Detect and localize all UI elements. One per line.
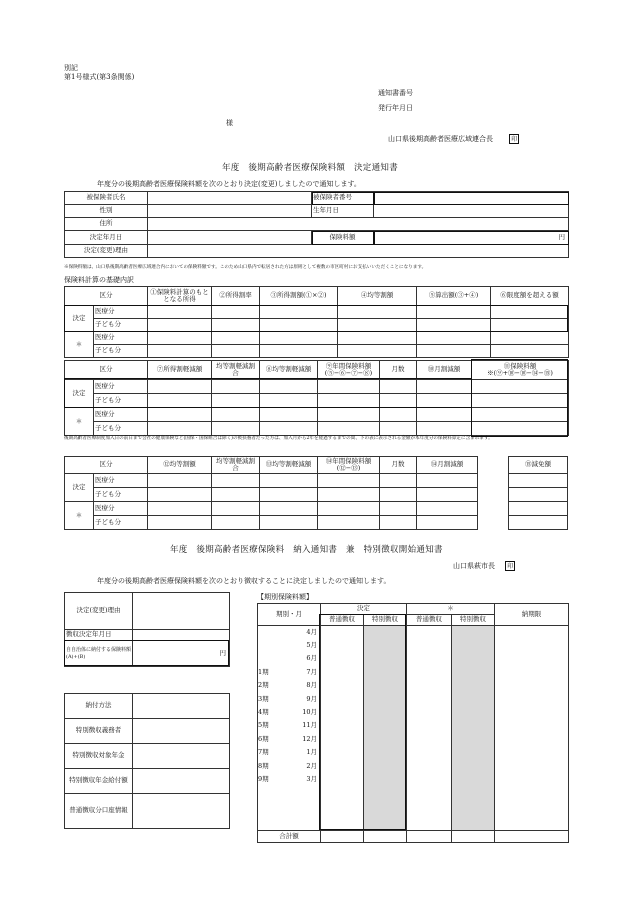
period-ki: 5期 xyxy=(258,719,272,732)
basis-table-2 xyxy=(64,360,569,436)
kettei-futsu-cell[interactable] xyxy=(321,719,364,732)
period-month: 1月 xyxy=(272,746,321,759)
period-row xyxy=(258,706,569,719)
due-header: 納期限 xyxy=(495,604,569,626)
due-date-cell[interactable] xyxy=(495,706,569,719)
birth-value[interactable] xyxy=(374,205,569,218)
decision-notice-title: 年度 後期高齢者医療保険料額 決定通知書 xyxy=(222,163,399,173)
period-month: 4月 xyxy=(272,626,321,639)
premium-label: 保険料額 xyxy=(312,231,374,245)
dependent-note: 後期高齢者医療制度加入日の前日まで会社の健康保険など(国保・国保組合は除く)の被扶養者だった方は、加入月から2年を経過するまでの間、下の表に表示される金額が本年度分の保険料算定に含まれます。 xyxy=(64,436,493,441)
kettei-futsu-cell[interactable] xyxy=(321,746,364,759)
period-row xyxy=(258,626,569,639)
futsu-account-value[interactable] xyxy=(133,794,230,829)
reduction-table xyxy=(508,456,568,530)
star-tokubetsu-cell[interactable] xyxy=(452,679,495,692)
kettei-futsu-cell[interactable] xyxy=(321,733,364,746)
star-futsu-cell[interactable] xyxy=(407,706,452,719)
star-tokubetsu-cell[interactable] xyxy=(452,626,495,639)
decision-date-value[interactable] xyxy=(148,231,312,245)
insured-number-label: 被保険者番号 xyxy=(312,192,374,205)
period-month: 8月 xyxy=(272,679,321,692)
basis3-h-1: ⑫均等割額 xyxy=(148,457,212,474)
star-tokubetsu-cell[interactable] xyxy=(452,773,495,786)
basis1-h-3: ③所得割額(①×②) xyxy=(260,287,338,306)
period-row xyxy=(258,746,569,759)
period-ki: 3期 xyxy=(258,692,272,705)
tokubetsu-header: 特別徴収 xyxy=(364,615,407,626)
period-month: 12月 xyxy=(272,733,321,746)
kettei-futsu-cell[interactable] xyxy=(321,706,364,719)
star-tokubetsu-cell[interactable] xyxy=(452,652,495,665)
basis2-h-6: ⑩月割減額 xyxy=(417,361,472,380)
tokucho-obligor-label: 特別徴収義務者 xyxy=(65,719,133,744)
kettei-label: 決定 xyxy=(65,306,94,332)
period-ki: 1期 xyxy=(258,666,272,679)
tokucho-date-value[interactable] xyxy=(133,630,230,641)
period-ki xyxy=(258,626,272,639)
kettei-futsu-cell[interactable] xyxy=(321,759,364,772)
kettei-tokubetsu-cell[interactable] xyxy=(364,626,407,639)
period-month: 9月 xyxy=(272,692,321,705)
basis3-h-3: ⑬均等割軽減額 xyxy=(260,457,318,474)
basis1-h-5: ⑤算出額(③+④) xyxy=(417,287,491,306)
star-futsu-cell[interactable] xyxy=(407,733,452,746)
basis2-h-5: 月数 xyxy=(380,361,417,380)
kettei-futsu-cell[interactable] xyxy=(321,773,364,786)
tokucho-pension-value[interactable] xyxy=(133,744,230,769)
insured-number-value[interactable] xyxy=(374,192,569,205)
kodomo-label: 子ども分 xyxy=(94,516,148,530)
period-table xyxy=(257,603,569,843)
kettei-futsu-cell[interactable] xyxy=(321,666,364,679)
star-tokubetsu-cell[interactable] xyxy=(452,746,495,759)
kettei-futsu-cell[interactable] xyxy=(321,679,364,692)
total-due[interactable] xyxy=(495,830,569,842)
due-date-cell[interactable] xyxy=(495,666,569,679)
kettei-header: 決定 xyxy=(321,604,407,615)
issue-date-label: 発行年月日 xyxy=(378,104,413,112)
total-star-tokubetsu[interactable] xyxy=(452,830,495,842)
futsu-header: 普通徴収 xyxy=(407,615,452,626)
kettei-tokubetsu-cell[interactable] xyxy=(364,719,407,732)
period-ki: 7期 xyxy=(258,746,272,759)
period-month: 10月 xyxy=(272,706,321,719)
star-tokubetsu-cell[interactable] xyxy=(452,692,495,705)
due-date-cell[interactable] xyxy=(495,746,569,759)
iryo-label: 医療分 xyxy=(94,502,148,516)
total-star-futsu[interactable] xyxy=(407,830,452,842)
period-row xyxy=(258,719,569,732)
decision-notice-intro: 年度分の後期高齢者医療保険料額を次のとおり決定(変更)しましたので通知します。 xyxy=(97,180,361,188)
kettei-tokubetsu-cell[interactable] xyxy=(364,679,407,692)
due-date-cell[interactable] xyxy=(495,692,569,705)
period-row xyxy=(258,759,569,772)
period-row xyxy=(258,692,569,705)
basis3-h-kubun: 区分 xyxy=(65,457,148,474)
basis3-h-5: 月数 xyxy=(380,457,417,474)
tokucho-date-label: 徴収決定年月日 xyxy=(65,630,133,641)
futsu-header: 普通徴収 xyxy=(321,615,364,626)
reduction-header: ⑮減免額 xyxy=(509,457,568,474)
period-title: 【期別保険料額】 xyxy=(257,593,313,601)
yen-unit: 円 xyxy=(219,648,226,657)
basis2-h-7: ⑪保険料額※(⑨+⑩−⑩−⑭−⑮) xyxy=(472,361,569,380)
tokucho-pension-label: 特別徴収対象年金 xyxy=(65,744,133,769)
basis2-h-kubun: 区分 xyxy=(65,361,148,380)
kodomo-label: 子ども分 xyxy=(94,488,148,502)
kodomo-label: 子ども分 xyxy=(94,345,148,358)
period-month: 3月 xyxy=(272,773,321,786)
star-label: ＊ xyxy=(65,408,94,436)
reason-label: 決定(変更)理由 xyxy=(65,245,148,258)
star-futsu-cell[interactable] xyxy=(407,692,452,705)
seal-stamp: 印 xyxy=(511,136,518,143)
star-tokubetsu-cell[interactable] xyxy=(452,666,495,679)
period-ki: 6期 xyxy=(258,733,272,746)
payable-value[interactable] xyxy=(133,641,230,667)
payment-notice-title: 年度 後期高齢者医療保険料 納入通知書 兼 特別徴収開始通知書 xyxy=(170,545,443,555)
period-row xyxy=(258,652,569,665)
due-date-cell[interactable] xyxy=(495,719,569,732)
decision-date-label: 決定年月日 xyxy=(65,231,148,245)
basis-title: 保険料計算の基礎内訳 xyxy=(64,276,134,284)
star-futsu-cell[interactable] xyxy=(407,679,452,692)
kettei-futsu-cell[interactable] xyxy=(321,639,364,652)
period-ki: 4期 xyxy=(258,706,272,719)
basis-table-3 xyxy=(64,456,478,530)
period-month-header: 期別・月 xyxy=(258,604,321,626)
basis1-h-kubun: 区分 xyxy=(65,287,148,306)
futsu-account-label: 普通徴収分口座情報 xyxy=(65,794,133,829)
star-header: ＊ xyxy=(407,604,495,615)
due-date-cell[interactable] xyxy=(495,626,569,639)
basis3-h-4: ⑭年間保険料額(⑫−⑬) xyxy=(318,457,380,474)
basis1-h-6: ⑥限度額を超える額 xyxy=(491,287,569,306)
reason-value[interactable] xyxy=(148,245,569,258)
header-bekki: 別記 xyxy=(64,64,78,72)
kettei-tokubetsu-cell[interactable] xyxy=(364,652,407,665)
kettei-tokubetsu-cell[interactable] xyxy=(364,666,407,679)
basis2-h-3: ⑧均等割軽減額 xyxy=(260,361,318,380)
kettei-tokubetsu-cell[interactable] xyxy=(364,746,407,759)
seal-stamp: 印 xyxy=(507,563,514,570)
sama-label: 様 xyxy=(226,119,233,127)
basis3-h-6: ⑭月割減額 xyxy=(417,457,478,474)
tokubetsu-header: 特別徴収 xyxy=(452,615,495,626)
star-tokubetsu-cell[interactable] xyxy=(452,639,495,652)
period-row xyxy=(258,733,569,746)
period-row xyxy=(258,679,569,692)
address-value[interactable] xyxy=(148,218,569,231)
period-ki xyxy=(258,652,272,665)
kettei-futsu-cell[interactable] xyxy=(321,692,364,705)
pay-method-value[interactable] xyxy=(133,694,230,719)
kodomo-label: 子ども分 xyxy=(94,394,148,408)
period-ki: 2期 xyxy=(258,679,272,692)
mayor-line xyxy=(453,561,515,571)
pay-method-label: 納付方法 xyxy=(65,694,133,719)
kettei-tokubetsu-cell[interactable] xyxy=(364,639,407,652)
tokucho-amount-value[interactable] xyxy=(133,769,230,794)
period-row xyxy=(258,639,569,652)
kettei-futsu-cell[interactable] xyxy=(321,626,364,639)
total-label: 合計額 xyxy=(258,830,321,842)
period-month: 7月 xyxy=(272,666,321,679)
star-futsu-cell[interactable] xyxy=(407,639,452,652)
basis3-h-2: 均等割軽減割合 xyxy=(212,457,260,474)
due-date-cell[interactable] xyxy=(495,679,569,692)
basis2-h-1: ⑦所得割軽減額 xyxy=(148,361,212,380)
star-tokubetsu-cell[interactable] xyxy=(452,719,495,732)
premium-value[interactable] xyxy=(374,231,569,245)
payment-method-table xyxy=(64,693,230,829)
kodomo-label: 子ども分 xyxy=(94,422,148,436)
due-date-cell[interactable] xyxy=(495,733,569,746)
kettei-tokubetsu-cell[interactable] xyxy=(364,733,407,746)
period-row xyxy=(258,773,569,786)
iryo-label: 医療分 xyxy=(94,332,148,345)
collection-info-table xyxy=(64,592,230,667)
period-month: 2月 xyxy=(272,759,321,772)
basis1-h-2: ②所得割率 xyxy=(212,287,260,306)
payment-notice-intro: 年度分の後期高齢者医療保険料額を次のとおり徴収することに決定しましたので通知します。 xyxy=(97,577,391,585)
iryo-label: 医療分 xyxy=(94,408,148,422)
issuer-text: 山口県後期高齢者医療広域連合長 xyxy=(388,135,493,143)
due-date-cell[interactable] xyxy=(495,652,569,665)
reason-value-2[interactable] xyxy=(133,593,230,630)
insured-info-table xyxy=(64,191,569,258)
period-row xyxy=(258,666,569,679)
period-month: 11月 xyxy=(272,719,321,732)
mayor-name: 山口県萩市長 xyxy=(453,562,495,570)
kettei-tokubetsu-cell[interactable] xyxy=(364,706,407,719)
kettei-label: 決定 xyxy=(65,474,94,502)
address-label: 住所 xyxy=(65,218,148,231)
payable-label: 自自治体に納付する保険料額(A)+(B) xyxy=(65,641,133,667)
kettei-tokubetsu-cell[interactable] xyxy=(364,773,407,786)
total-tokubetsu[interactable] xyxy=(364,830,407,842)
star-label: ＊ xyxy=(65,332,94,358)
period-ki xyxy=(258,639,272,652)
insured-name-value[interactable] xyxy=(148,192,312,205)
period-month: 5月 xyxy=(272,639,321,652)
notice-number-label: 通知書番号 xyxy=(378,89,413,97)
period-month: 6月 xyxy=(272,652,321,665)
reason-label-2: 決定(変更)理由 xyxy=(65,593,133,630)
sex-label: 性別 xyxy=(65,205,148,218)
star-futsu-cell[interactable] xyxy=(407,626,452,639)
basis1-h-4: ④均等割額 xyxy=(338,287,417,306)
insured-name-label: 被保険者氏名 xyxy=(65,192,148,205)
due-date-cell[interactable] xyxy=(495,639,569,652)
issuer-name xyxy=(388,134,519,144)
form-number: 第1号様式(第3条関係) xyxy=(64,73,135,81)
kettei-futsu-cell[interactable] xyxy=(321,652,364,665)
star-futsu-cell[interactable] xyxy=(407,719,452,732)
basis-table-1 xyxy=(64,286,569,358)
iryo-label: 医療分 xyxy=(94,306,148,319)
basis1-h-1: ①保険料計算のもととなる所得 xyxy=(148,287,212,306)
star-tokubetsu-cell[interactable] xyxy=(452,706,495,719)
star-futsu-cell[interactable] xyxy=(407,652,452,665)
period-ki: 9期 xyxy=(258,773,272,786)
birth-label: 生年月日 xyxy=(312,205,374,218)
kettei-label: 決定 xyxy=(65,380,94,408)
basis2-h-4: ⑨年間保険料額(⑤−⑥−⑦−⑧) xyxy=(318,361,380,380)
star-tokubetsu-cell[interactable] xyxy=(452,759,495,772)
tokucho-obligor-value[interactable] xyxy=(133,719,230,744)
basis2-h-2: 均等割軽減割合 xyxy=(212,361,260,380)
due-date-cell[interactable] xyxy=(495,759,569,772)
star-futsu-cell[interactable] xyxy=(407,773,452,786)
period-ki: 8期 xyxy=(258,759,272,772)
star-label: ＊ xyxy=(65,502,94,530)
iryo-label: 医療分 xyxy=(94,380,148,394)
yen-unit: 円 xyxy=(558,232,565,241)
kettei-tokubetsu-cell[interactable] xyxy=(364,692,407,705)
total-futsu[interactable] xyxy=(321,830,364,842)
star-futsu-cell[interactable] xyxy=(407,759,452,772)
tokucho-amount-label: 特別徴収年金給付額 xyxy=(65,769,133,794)
star-futsu-cell[interactable] xyxy=(407,666,452,679)
kodomo-label: 子ども分 xyxy=(94,319,148,332)
star-futsu-cell[interactable] xyxy=(407,746,452,759)
kettei-tokubetsu-cell[interactable] xyxy=(364,759,407,772)
sex-value[interactable] xyxy=(148,205,312,218)
premium-note: ※保険料額は、山口県後期高齢者医療広域連合内においての保険料額です。このため山口県内で転居された方は原則として複数の市区町村にお支払いいただくことになります。 xyxy=(64,265,427,270)
due-date-cell[interactable] xyxy=(495,773,569,786)
iryo-label: 医療分 xyxy=(94,474,148,488)
star-tokubetsu-cell[interactable] xyxy=(452,733,495,746)
